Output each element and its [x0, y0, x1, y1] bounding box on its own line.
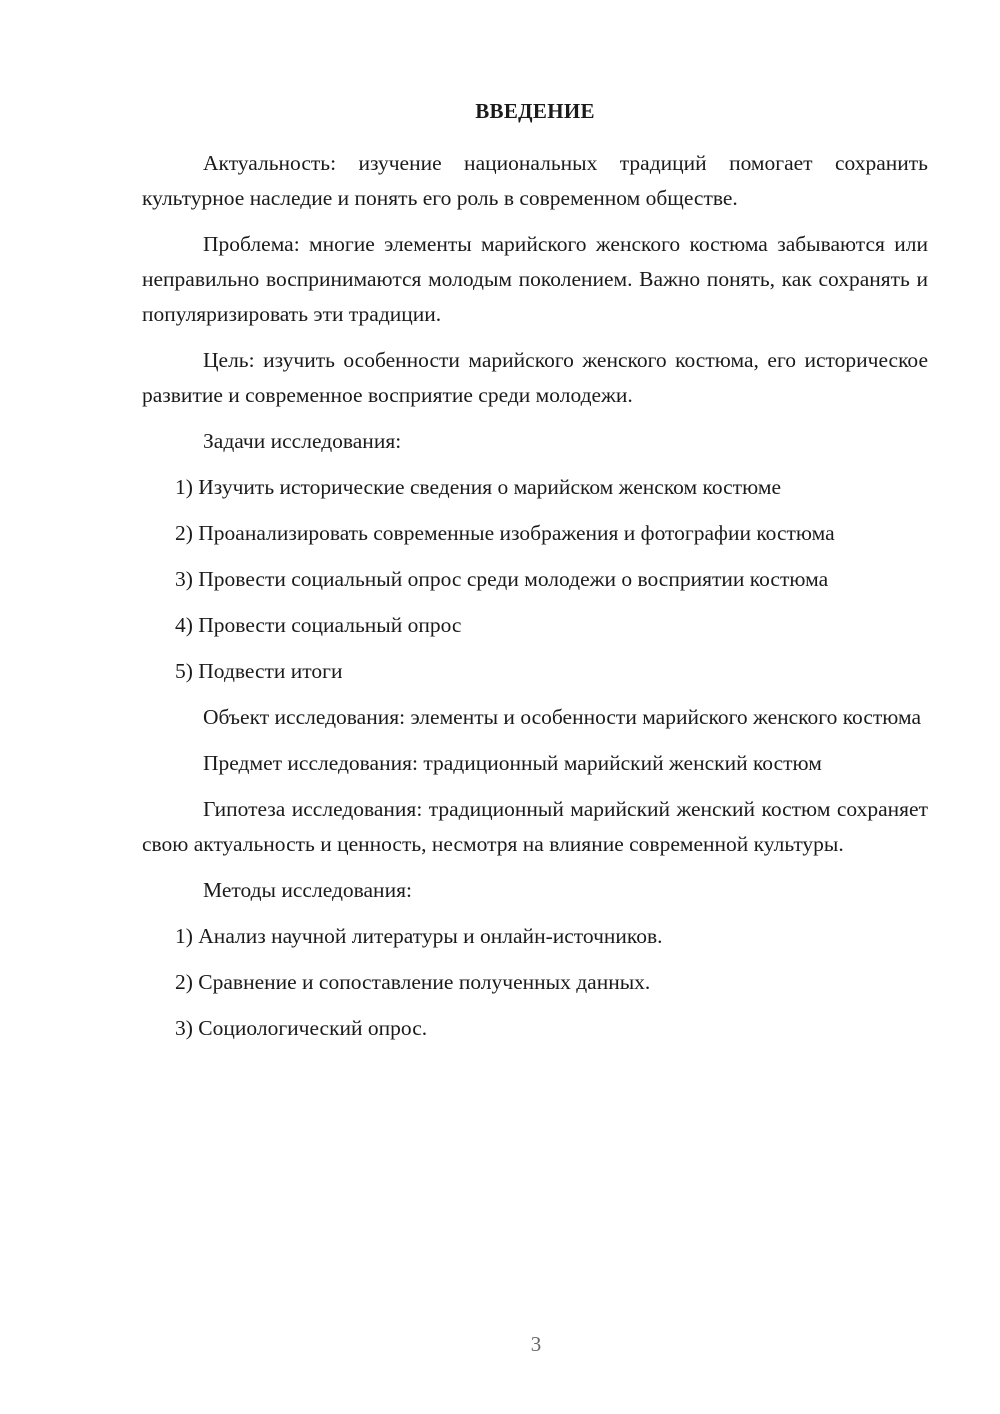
method-item-1: 1) Анализ научной литературы и онлайн-источников. — [175, 924, 663, 948]
task-item-2: 2) Проанализировать современные изображения и фотографии костюма — [175, 521, 835, 545]
section-title: ВВЕДЕНИЕ — [475, 99, 595, 123]
object-paragraph: Объект исследования: элементы и особенности марийского женского костюма — [203, 705, 922, 729]
document-page — [142, 96, 928, 1057]
task-item-4: 4) Провести социальный опрос — [175, 613, 462, 637]
tasks-heading: Задачи исследования: — [203, 429, 402, 453]
method-item-3: 3) Социологический опрос. — [175, 1016, 428, 1040]
method-item-2: 2) Сравнение и сопоставление полученных данных. — [175, 970, 651, 994]
hypothesis-paragraph: Гипотеза исследования: традиционный марийский женский костюм сохраняет свою актуальность и ценность, несмотря на влияние современной культуры. — [142, 797, 928, 856]
goal-paragraph: Цель: изучить особенности марийского женского костюма, его историческое развитие и современное восприятие среди молодежи. — [142, 348, 928, 407]
subject-paragraph: Предмет исследования: традиционный марийский женский костюм — [203, 751, 822, 775]
methods-heading: Методы исследования: — [203, 878, 412, 902]
task-item-1: 1) Изучить исторические сведения о марийском женском костюме — [175, 475, 781, 499]
relevance-paragraph: Актуальность: изучение национальных традиций помогает сохранить культурное наследие и понять его роль в современном обществе. — [142, 151, 928, 210]
problem-paragraph: Проблема: многие элементы марийского женского костюма забываются или неправильно воспринимаются молодым поколением. Важно понять, как сохранять и популяризировать эти традиции. — [142, 232, 928, 326]
task-item-3: 3) Провести социальный опрос среди молодежи о восприятии костюма — [175, 567, 829, 591]
task-item-5: 5) Подвести итоги — [175, 659, 343, 683]
page-number: 3 — [530, 1332, 542, 1356]
